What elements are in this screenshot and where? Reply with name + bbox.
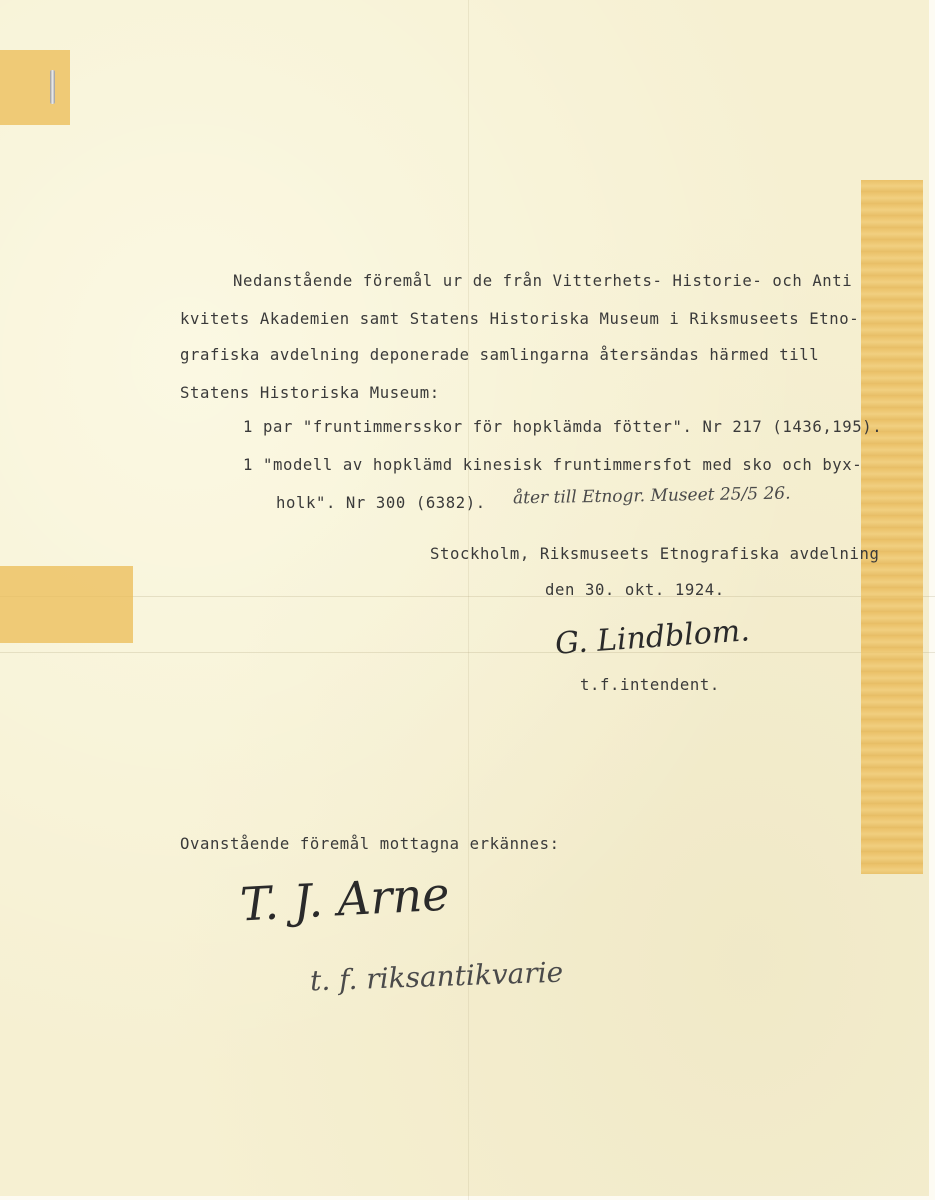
handwritten-note: åter till Etnogr. Museet 25/5 26. [512,483,791,509]
place-line: Stockholm, Riksmuseets Etnografiska avdelning [430,545,880,563]
tape-middle-left [0,566,133,643]
tape-right-strip [861,180,923,874]
paragraph-line-1: Nedanstående föremål ur de från Vitterhets- Historie- och Anti [233,272,853,290]
signature-lindblom: G. Lindblom. [554,613,751,662]
title-riksantikvarie: t. f. riksantikvarie [309,955,564,998]
date-line: den 30. okt. 1924. [545,581,725,599]
signature-arne: T. J. Arne [238,866,451,932]
item-2-line-2: holk". Nr 300 (6382). [276,494,486,512]
receipt-line: Ovanstående föremål mottagna erkännes: [180,835,560,853]
item-1: 1 par "fruntimmersskor för hopklämda fötter". Nr 217 (1436,195). [243,418,883,436]
fold-line-vertical [468,0,469,1200]
paragraph-line-2: kvitets Akademien samt Statens Historiska Museum i Riksmuseets Etno- [180,310,860,328]
tape-top-left [0,50,70,125]
staple [50,70,55,104]
paragraph-line-3: grafiska avdelning deponerade samlingarna återsändas härmed till [180,346,820,364]
paragraph-line-4: Statens Historiska Museum: [180,384,440,402]
title-intendent: t.f.intendent. [580,676,720,694]
paper-edge-right [929,0,935,1200]
item-2-line-1: 1 "modell av hopklämd kinesisk fruntimmersfot med sko och byx- [243,456,863,474]
